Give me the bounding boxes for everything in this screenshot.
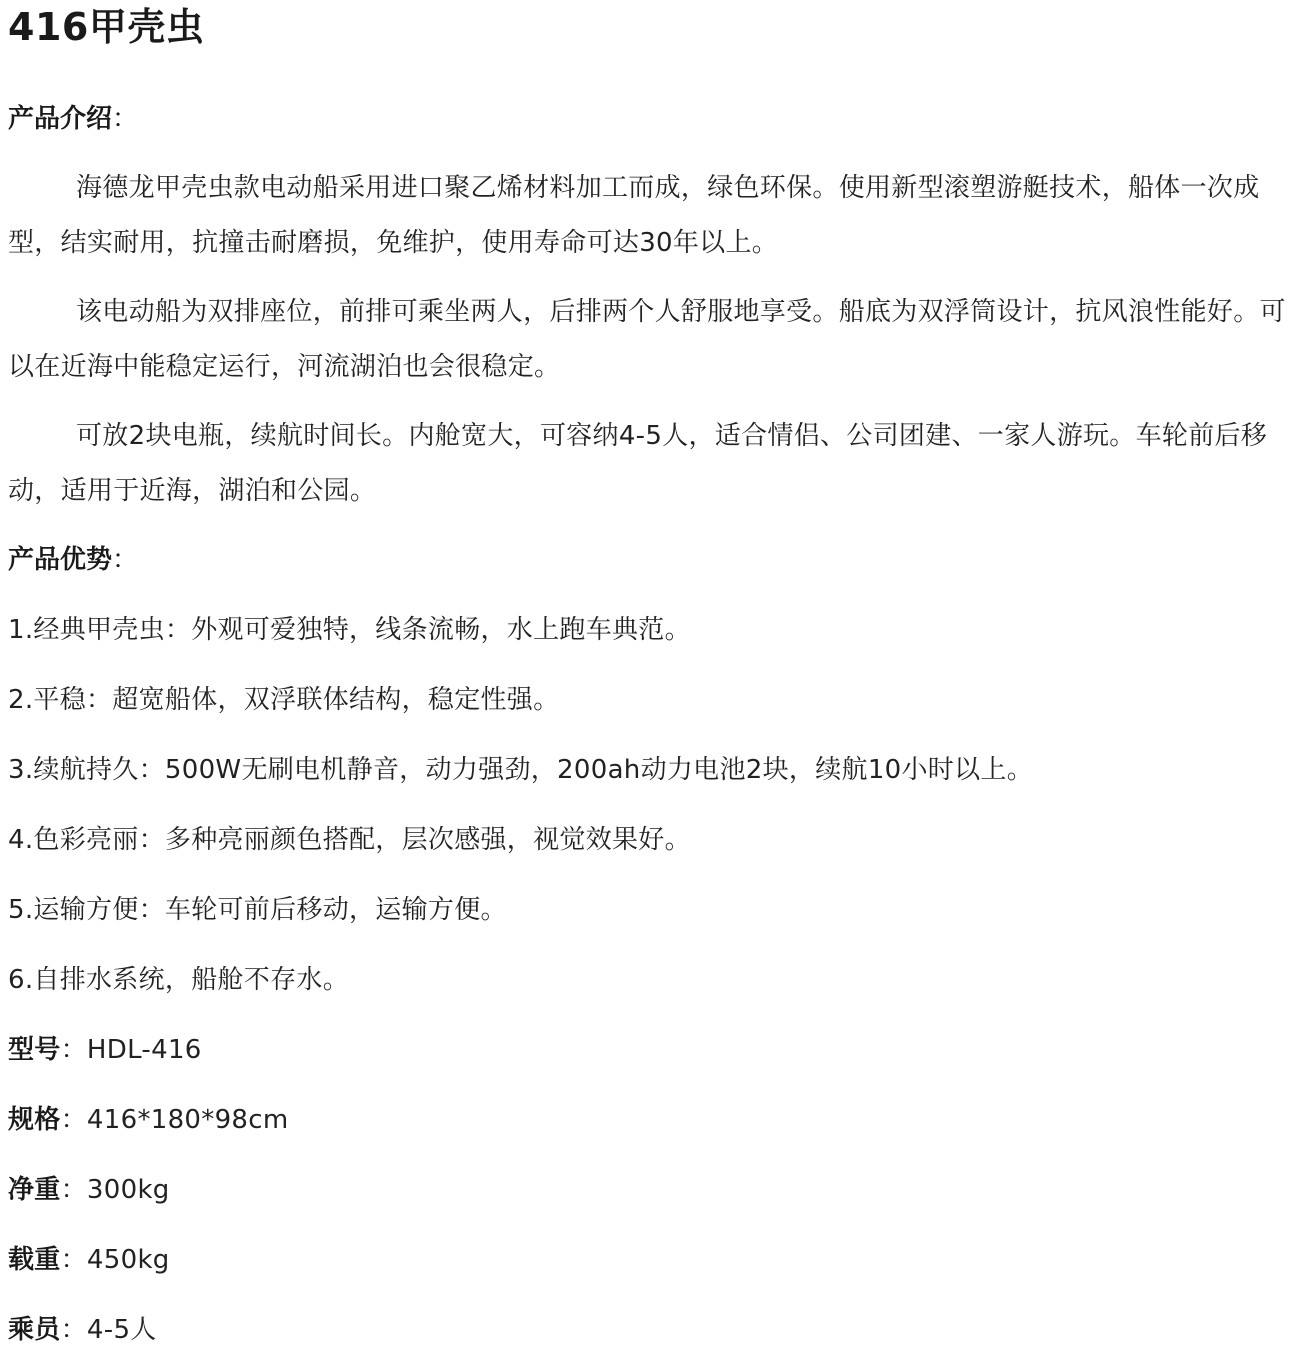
spec-sep: ：: [60, 1245, 87, 1275]
page-title: 416甲壳虫: [8, 5, 205, 49]
intro-paragraph: 海德龙甲壳虫款电动船采用进口聚乙烯材料加工而成，绿色环保。使用新型滚塑游艇技术，船体一次成型，结实耐用，抗撞击耐磨损，免维护，使用寿命可达30年以上。: [8, 173, 1260, 258]
spec-sep: ：: [60, 1175, 87, 1205]
advantages-heading-label: 产品优势: [8, 545, 113, 575]
spec-row-crew: [8, 1312, 157, 1348]
spec-sep: ：: [60, 1315, 87, 1345]
spec-row-net-weight: [8, 1172, 170, 1208]
intro-heading-colon: ：: [112, 104, 139, 134]
spec-sep: ：: [60, 1105, 87, 1135]
intro-heading-label: 产品介绍: [8, 104, 113, 134]
advantages-heading-colon: ：: [112, 545, 139, 575]
spec-key: 乘员: [8, 1315, 61, 1345]
advantage-item: 6.自排水系统，船舱不存水。: [8, 965, 350, 995]
spec-key: 净重: [8, 1175, 61, 1205]
spec-key: 载重: [8, 1245, 61, 1275]
spec-value: 416*180*98cm: [86, 1105, 289, 1135]
advantage-item: 2.平稳：超宽船体，双浮联体结构，稳定性强。: [8, 685, 560, 715]
spec-row-dimensions: [8, 1102, 288, 1138]
advantage-item: 4.色彩亮丽：多种亮丽颜色搭配，层次感强，视觉效果好。: [8, 825, 691, 855]
intro-paragraph: 可放2块电瓶，续航时间长。内舱宽大，可容纳4-5人，适合情侣、公司团建、一家人游玩。车轮前后移动，适用于近海，湖泊和公园。: [8, 421, 1268, 506]
spec-value: 450kg: [86, 1245, 170, 1275]
spec-value: HDL-416: [86, 1035, 202, 1065]
intro-heading: [8, 101, 138, 137]
spec-key: 型号: [8, 1035, 61, 1065]
advantage-item: 1.经典甲壳虫：外观可爱独特，线条流畅，水上跑车典范。: [8, 615, 691, 645]
advantage-item: 3.续航持久：500W无刷电机静音，动力强劲，200ah动力电池2块，续航10小时以上。: [8, 755, 1034, 785]
spec-sep: ：: [60, 1035, 87, 1065]
advantage-item: 5.运输方便：车轮可前后移动，运输方便。: [8, 895, 507, 925]
spec-row-load: [8, 1242, 170, 1278]
spec-key: 规格: [8, 1105, 61, 1135]
spec-row-model: [8, 1032, 202, 1068]
spec-value: 300kg: [86, 1175, 170, 1205]
advantages-heading: [8, 542, 138, 578]
spec-value: 4-5人: [86, 1315, 157, 1345]
intro-paragraph: 该电动船为双排座位，前排可乘坐两人，后排两个人舒服地享受。船底为双浮筒设计，抗风浪性能好。可以在近海中能稳定运行，河流湖泊也会很稳定。: [8, 297, 1286, 382]
